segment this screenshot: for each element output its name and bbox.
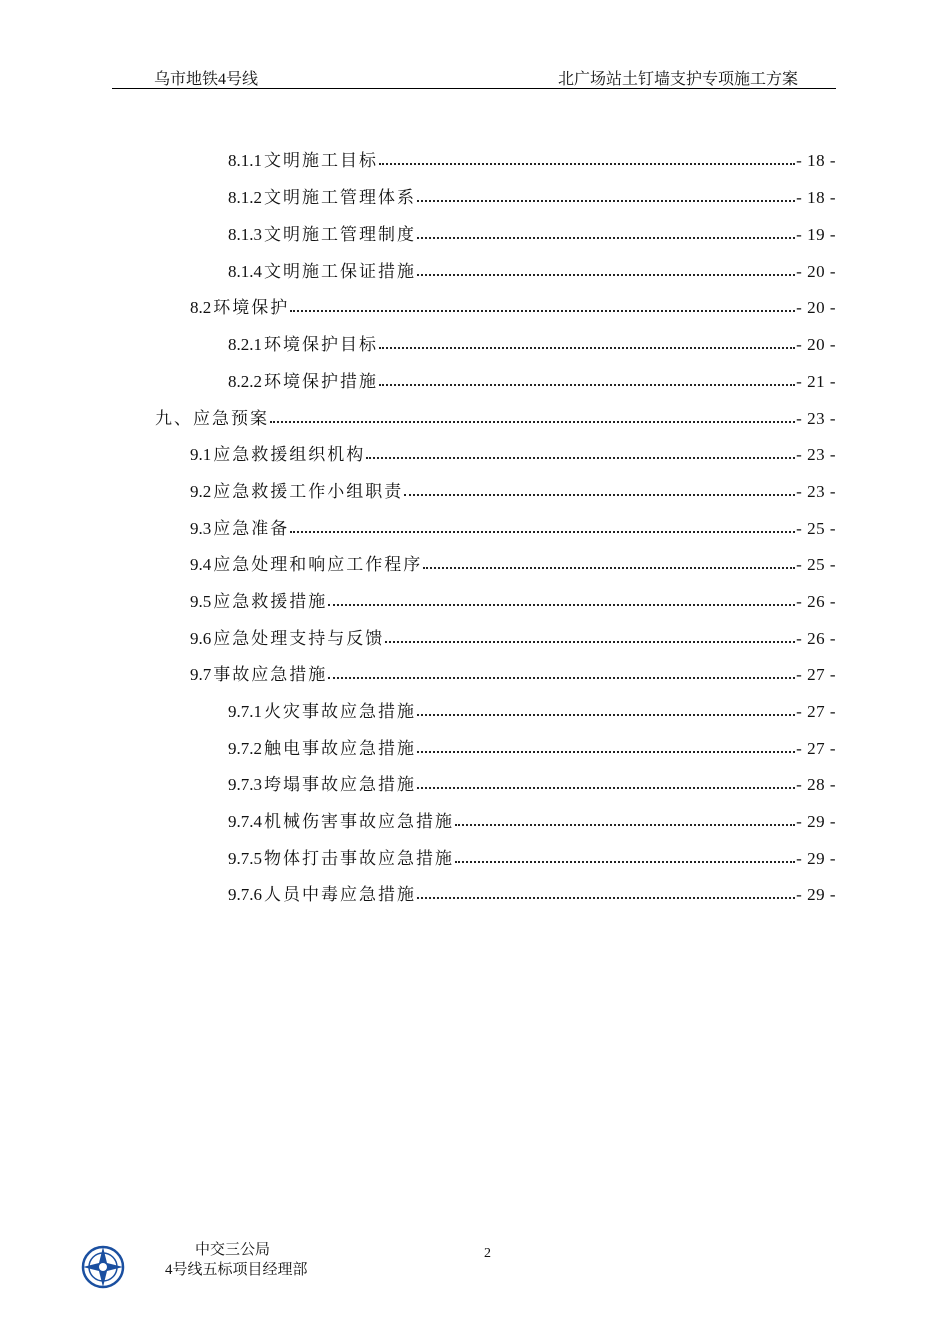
toc-dot-leader: [417, 714, 795, 716]
toc-entry[interactable]: [153, 404, 836, 430]
company-logo-icon: [80, 1244, 126, 1290]
toc-entry[interactable]: [228, 220, 836, 246]
toc-entry[interactable]: [190, 550, 836, 576]
toc-entry-page: - 20 -: [796, 298, 836, 317]
toc-entry[interactable]: [228, 183, 836, 209]
toc-entry-page: - 26 -: [796, 629, 836, 648]
toc-entry-number: 8.2: [190, 298, 212, 317]
toc-entry[interactable]: [190, 477, 836, 503]
toc-entry-page: - 23 -: [796, 482, 836, 501]
toc-entry-title: 文明施工目标: [264, 151, 378, 170]
toc-entry[interactable]: [228, 734, 836, 760]
toc-entry[interactable]: [228, 257, 836, 283]
toc-dot-leader: [379, 347, 795, 349]
header-divider: [112, 88, 836, 89]
toc-dot-leader: [290, 310, 795, 312]
toc-dot-leader: [328, 677, 795, 679]
toc-entry-title: 应急救援工作小组职责: [213, 482, 404, 501]
toc-entry-title: 文明施工保证措施: [264, 262, 416, 281]
toc-entry-title: 应急救援措施: [213, 592, 328, 611]
toc-dot-leader: [404, 494, 795, 496]
toc-entry-number: 9.5: [190, 592, 212, 611]
toc-entry-page: - 29 -: [796, 812, 836, 831]
toc-entry-number: 9.7.6: [228, 885, 262, 904]
toc-entry-page: - 29 -: [796, 885, 836, 904]
toc-entry[interactable]: [190, 660, 836, 686]
toc-entry-page: - 27 -: [796, 702, 836, 721]
page-header: [112, 64, 836, 90]
toc-dot-leader: [417, 897, 795, 899]
toc-dot-leader: [455, 861, 795, 863]
toc-entry-page: - 26 -: [796, 592, 836, 611]
toc-dot-leader: [385, 641, 795, 643]
toc-entry-title: 事故应急措施: [213, 665, 328, 684]
toc-entry-page: - 27 -: [796, 665, 836, 684]
toc-entry-number: 8.1.2: [228, 188, 262, 207]
toc-dot-leader: [423, 567, 795, 569]
toc-entry-page: - 29 -: [796, 849, 836, 868]
toc-entry-title: 垮塌事故应急措施: [264, 775, 416, 794]
toc-entry-number: 8.2.2: [228, 372, 262, 391]
footer-project-department: 4号线五标项目经理部: [165, 1262, 308, 1278]
toc-entry-title: 应急准备: [213, 519, 290, 538]
toc-entry-title: 物体打击事故应急措施: [264, 849, 454, 868]
toc-entry-number: 9.7.2: [228, 739, 262, 758]
toc-entry-title: 环境保护措施: [264, 372, 378, 391]
toc-dot-leader: [417, 237, 795, 239]
toc-entry-number: 9.1: [190, 445, 212, 464]
toc-entry-title: 应急救援组织机构: [213, 445, 366, 464]
toc-entry-number: 9.7.1: [228, 702, 262, 721]
toc-dot-leader: [379, 384, 795, 386]
toc-entry-title: 人员中毒应急措施: [264, 885, 416, 904]
toc-dot-leader: [455, 824, 795, 826]
toc-dot-leader: [417, 274, 795, 276]
toc-entry[interactable]: [228, 770, 836, 796]
toc-entry-page: - 23 -: [796, 409, 836, 428]
toc-dot-leader: [328, 604, 795, 606]
toc-entry-page: - 20 -: [796, 335, 836, 354]
toc-entry-number: 9.7.4: [228, 812, 262, 831]
footer-organization: [165, 1240, 325, 1280]
toc-entry[interactable]: [190, 514, 836, 540]
toc-entry-page: - 18 -: [796, 188, 836, 207]
toc-entry[interactable]: [228, 367, 836, 393]
header-project-name: 乌市地铁4号线: [154, 71, 259, 88]
toc-entry-title: 应急处理和响应工作程序: [213, 555, 423, 574]
toc-entry[interactable]: [228, 880, 836, 906]
toc-dot-leader: [270, 421, 795, 423]
toc-entry-title: 文明施工管理制度: [264, 225, 416, 244]
toc-dot-leader: [366, 457, 795, 459]
toc-entry-page: - 25 -: [796, 555, 836, 574]
toc-entry-title: 九、应急预案: [155, 409, 269, 428]
toc-entry-number: 8.2.1: [228, 335, 262, 354]
toc-entry[interactable]: [190, 624, 836, 650]
toc-entry[interactable]: [228, 146, 836, 172]
toc-entry-page: - 27 -: [796, 739, 836, 758]
toc-entry-number: 9.6: [190, 629, 212, 648]
toc-entry-title: 应急处理支持与反馈: [213, 629, 385, 648]
toc-entry-number: 9.2: [190, 482, 212, 501]
toc-entry[interactable]: [190, 293, 836, 319]
toc-entry-number: 8.1.3: [228, 225, 262, 244]
toc-entry[interactable]: [228, 697, 836, 723]
toc-entry-page: - 19 -: [796, 225, 836, 244]
toc-dot-leader: [417, 787, 795, 789]
footer-org-name: 中交三公局: [195, 1242, 271, 1258]
toc-entry-title: 机械伤害事故应急措施: [264, 812, 454, 831]
toc-entry-number: 8.1.4: [228, 262, 262, 281]
toc-entry-title: 文明施工管理体系: [264, 188, 416, 207]
toc-entry[interactable]: [228, 330, 836, 356]
toc-entry-number: 9.3: [190, 519, 212, 538]
header-document-title: 北广场站土钉墙支护专项施工方案: [557, 71, 798, 88]
toc-entry-page: - 28 -: [796, 775, 836, 794]
toc-entry-title: 环境保护目标: [264, 335, 378, 354]
toc-entry-title: 环境保护: [213, 298, 290, 317]
page-number: 2: [484, 1246, 491, 1261]
toc-entry[interactable]: [190, 587, 836, 613]
toc-entry-title: 火灾事故应急措施: [264, 702, 416, 721]
toc-entry-page: - 23 -: [796, 445, 836, 464]
toc-entry[interactable]: [228, 807, 836, 833]
toc-entry-number: 9.7.5: [228, 849, 262, 868]
toc-dot-leader: [290, 531, 795, 533]
toc-entry-page: - 21 -: [796, 372, 836, 391]
toc-entry-page: - 20 -: [796, 262, 836, 281]
toc-entry-number: 9.7: [190, 665, 212, 684]
toc-entry-page: - 18 -: [796, 151, 836, 170]
toc-dot-leader: [417, 200, 795, 202]
toc-entry-page: - 25 -: [796, 519, 836, 538]
toc-entry[interactable]: [190, 440, 836, 466]
toc-entry[interactable]: [228, 844, 836, 870]
toc-entry-number: 9.7.3: [228, 775, 262, 794]
toc-entry-number: 9.4: [190, 555, 212, 574]
toc-entry-number: 8.1.1: [228, 151, 262, 170]
toc-dot-leader: [379, 163, 795, 165]
toc-dot-leader: [417, 751, 795, 753]
toc-entry-title: 触电事故应急措施: [264, 739, 416, 758]
